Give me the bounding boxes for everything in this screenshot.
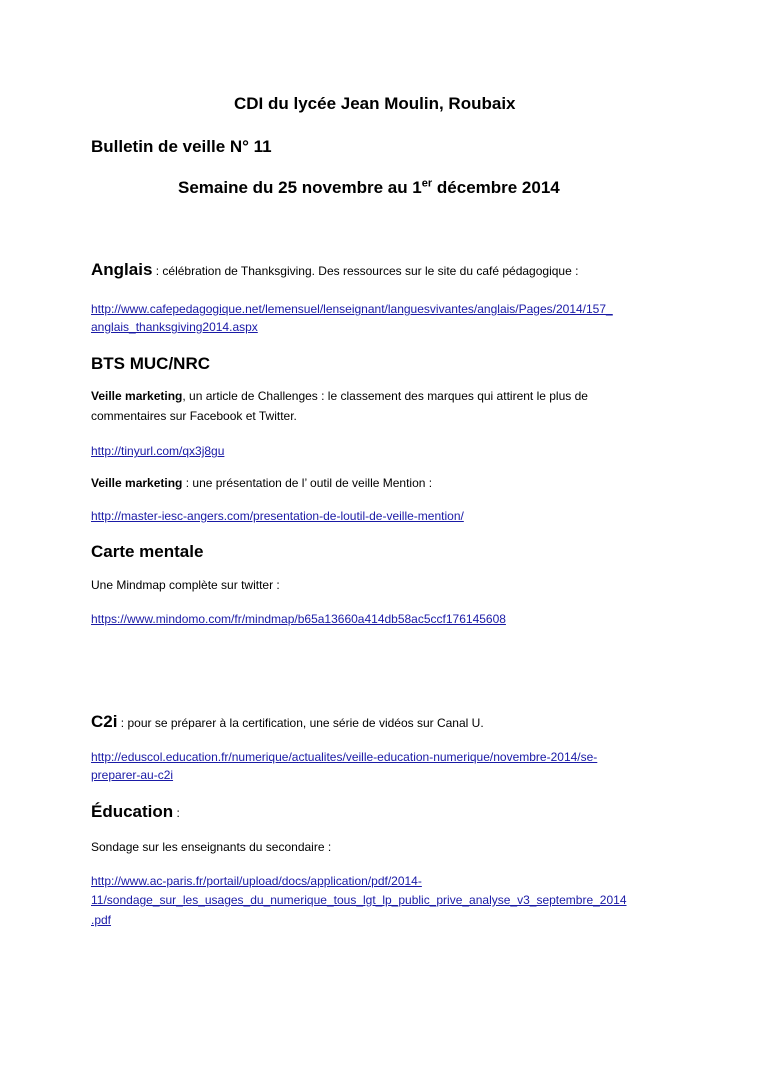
bts-item2-link[interactable]: http://master-iesc-angers.com/presentation-de-loutil-de-veille-mention/ <box>91 509 464 523</box>
c2i-text: : pour se préparer à la certification, une série de vidéos sur Canal U. <box>117 716 484 730</box>
education-text: Sondage sur les enseignants du secondaire : <box>91 840 332 854</box>
education-link-line3[interactable]: .pdf <box>91 913 112 927</box>
anglais-line <box>91 260 578 280</box>
bts-item1-bold: Veille marketing <box>91 389 183 403</box>
education-heading-suffix: : <box>173 806 180 820</box>
bulletin-number: Bulletin de veille N° 11 <box>91 137 272 156</box>
carte-heading: Carte mentale <box>91 542 204 561</box>
c2i-link-line1[interactable]: http://eduscol.education.fr/numerique/actualites/veille-education-numerique/novembre-2014/se- <box>91 750 598 764</box>
bts-item2-line <box>91 476 432 490</box>
anglais-link-line2[interactable]: anglais_thanksgiving2014.aspx <box>91 320 258 334</box>
bts-item1-text-line1: , un article de Challenges : le classement des marques qui attirent le plus de <box>182 389 588 403</box>
carte-text: Une Mindmap complète sur twitter : <box>91 578 280 592</box>
bts-item1-link[interactable]: http://tinyurl.com/qx3j8gu <box>91 444 225 458</box>
anglais-heading: Anglais <box>91 260 153 279</box>
week-suffix: décembre 2014 <box>432 178 560 197</box>
c2i-line <box>91 712 484 732</box>
page-title: CDI du lycée Jean Moulin, Roubaix <box>234 94 516 113</box>
anglais-link-line1[interactable]: http://www.cafepedagogique.net/lemensuel/lenseignant/languesvivantes/anglais/Pages/2014/157_ <box>91 302 613 316</box>
education-heading: Éducation <box>91 802 174 821</box>
education-line <box>91 802 180 822</box>
anglais-text: : célébration de Thanksgiving. Des ressources sur le site du café pédagogique : <box>152 264 579 278</box>
bts-item1-line2: commentaires sur Facebook et Twitter. <box>91 409 297 423</box>
c2i-heading: C2i <box>91 712 118 731</box>
bts-item2-bold: Veille marketing <box>91 476 183 490</box>
bts-item2-text: : une présentation de l’ outil de veille Mention : <box>182 476 433 490</box>
week-line <box>178 178 560 198</box>
week-prefix: Semaine du 25 novembre au 1 <box>178 178 422 197</box>
bts-item1-line1 <box>91 389 588 403</box>
education-link-line1[interactable]: http://www.ac-paris.fr/portail/upload/docs/application/pdf/2014- <box>91 874 422 888</box>
education-link-line2[interactable]: 11/sondage_sur_les_usages_du_numerique_tous_lgt_lp_public_prive_analyse_v3_septembre_2014 <box>91 893 627 907</box>
carte-link[interactable]: https://www.mindomo.com/fr/mindmap/b65a13660a414db58ac5ccf176145608 <box>91 612 506 626</box>
c2i-link-line2[interactable]: preparer-au-c2i <box>91 768 174 782</box>
bts-heading: BTS MUC/NRC <box>91 354 210 373</box>
week-superscript: er <box>421 177 433 190</box>
